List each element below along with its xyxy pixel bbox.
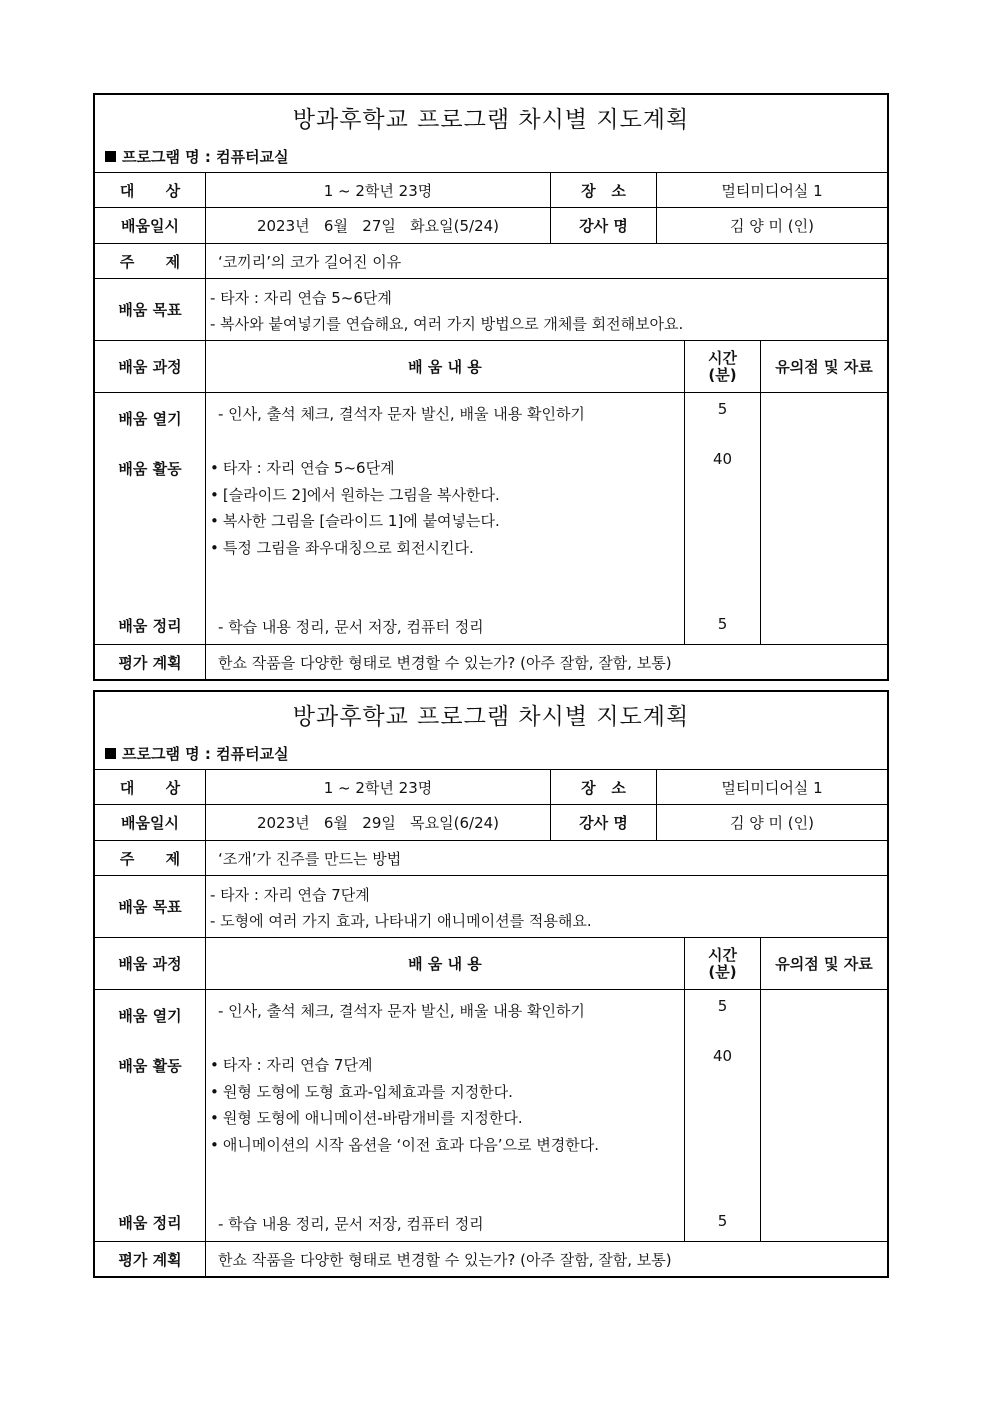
eval-row bbox=[95, 1242, 887, 1277]
topic-label: 주 제 bbox=[95, 244, 206, 278]
time-cell bbox=[685, 990, 761, 1241]
process-body-row bbox=[95, 990, 887, 1242]
eval-label: 평가 계획 bbox=[95, 1242, 206, 1277]
goal-list bbox=[206, 279, 887, 340]
close-text: - 학습 내용 정리, 문서 저장, 컴퓨터 정리 bbox=[218, 618, 484, 636]
goal-item: - 타자 : 자리 연습 7단계 bbox=[210, 886, 370, 904]
activity-list bbox=[206, 455, 500, 561]
time-cell bbox=[685, 393, 761, 644]
time-unit-label: (분) bbox=[708, 365, 737, 384]
date-value: 2023년 6월 29일 목요일(6/24) bbox=[206, 805, 551, 840]
open-text: - 인사, 출석 체크, 결석자 문자 발신, 배울 내용 확인하기 bbox=[218, 1002, 585, 1020]
program-name bbox=[105, 146, 289, 167]
plan-header bbox=[95, 692, 887, 770]
stage-activity-label: 배움 활동 bbox=[118, 1057, 182, 1075]
time-label: 시간 bbox=[708, 348, 737, 367]
target-label: 대 상 bbox=[95, 770, 206, 804]
teacher-value: 김 양 미 (인) bbox=[730, 217, 814, 235]
time-close: 5 bbox=[717, 615, 728, 633]
square-bullet-icon bbox=[105, 748, 116, 759]
square-bullet-icon bbox=[105, 151, 116, 162]
time-activity: 40 bbox=[712, 450, 733, 468]
goal-label: 배움 목표 bbox=[95, 279, 206, 340]
activity-item: • 타자 : 자리 연습 5~6단계 bbox=[206, 455, 500, 482]
time-activity: 40 bbox=[712, 1047, 733, 1065]
stage-labels bbox=[95, 990, 206, 1241]
topic-value: ‘조개’가 진주를 만드는 방법 bbox=[218, 849, 402, 868]
plan-title: 방과후학교 프로그램 차시별 지도계획 bbox=[292, 704, 690, 730]
activity-item: • 복사한 그림을 [슬라이드 1]에 붙여넣는다. bbox=[206, 508, 500, 535]
place-label: 장 소 bbox=[551, 173, 657, 207]
topic-value: ‘코끼리’의 코가 길어진 이유 bbox=[218, 252, 402, 271]
date-row bbox=[95, 805, 887, 841]
goal-item: - 복사와 붙여넣기를 연습해요, 여러 가지 방법으로 개체를 회전해보아요. bbox=[210, 315, 684, 333]
time-unit-label: (분) bbox=[708, 962, 737, 981]
stage-open-label: 배움 열기 bbox=[118, 1007, 182, 1025]
notes-cell bbox=[761, 990, 887, 1241]
date-label: 배움일시 bbox=[95, 208, 206, 243]
notes-label: 유의점 및 자료 bbox=[775, 955, 873, 973]
time-label: 시간 bbox=[708, 945, 737, 964]
time-open: 5 bbox=[717, 997, 728, 1015]
goal-list bbox=[206, 876, 887, 937]
process-label: 배움 과정 bbox=[95, 938, 206, 989]
place-value: 멀티미디어실 1 bbox=[721, 778, 823, 797]
target-row bbox=[95, 770, 887, 805]
target-row bbox=[95, 173, 887, 208]
teacher-label: 강사 명 bbox=[551, 805, 657, 840]
time-header bbox=[685, 938, 761, 989]
stage-close-label: 배움 정리 bbox=[118, 617, 182, 635]
content-label: 배 움 내 용 bbox=[206, 938, 685, 989]
goal-item: - 타자 : 자리 연습 5~6단계 bbox=[210, 289, 392, 307]
topic-row bbox=[95, 244, 887, 279]
process-body-row bbox=[95, 393, 887, 645]
content-label: 배 움 내 용 bbox=[206, 341, 685, 392]
activity-item: • 애니메이션의 시작 옵션을 ‘이전 효과 다음’으로 변경한다. bbox=[206, 1132, 599, 1159]
time-header bbox=[685, 341, 761, 392]
program-name-text: 프로그램 명 : 컴퓨터교실 bbox=[122, 745, 289, 763]
plan-header bbox=[95, 95, 887, 173]
eval-label: 평가 계획 bbox=[95, 645, 206, 680]
open-text: - 인사, 출석 체크, 결석자 문자 발신, 배울 내용 확인하기 bbox=[218, 405, 585, 423]
goal-row bbox=[95, 279, 887, 341]
activity-list bbox=[206, 1052, 599, 1158]
activity-item: • 원형 도형에 도형 효과-입체효과를 지정한다. bbox=[206, 1079, 599, 1106]
eval-text: 한쇼 작품을 다양한 형태로 변경할 수 있는가? (아주 잘함, 잘함, 보통) bbox=[218, 654, 672, 672]
topic-label: 주 제 bbox=[95, 841, 206, 875]
lesson-plan-1 bbox=[93, 93, 889, 681]
lesson-plan-2 bbox=[93, 690, 889, 1278]
date-row bbox=[95, 208, 887, 244]
content-cell bbox=[206, 990, 685, 1241]
goal-row bbox=[95, 876, 887, 938]
goal-item: - 도형에 여러 가지 효과, 나타내기 애니메이션를 적용해요. bbox=[210, 912, 592, 930]
teacher-value: 김 양 미 (인) bbox=[730, 814, 814, 832]
process-header-row bbox=[95, 341, 887, 393]
teacher-label: 강사 명 bbox=[551, 208, 657, 243]
activity-item: • 타자 : 자리 연습 7단계 bbox=[206, 1052, 599, 1079]
program-name bbox=[105, 743, 289, 764]
process-label: 배움 과정 bbox=[95, 341, 206, 392]
stage-activity-label: 배움 활동 bbox=[118, 460, 182, 478]
time-open: 5 bbox=[717, 400, 728, 418]
eval-text: 한쇼 작품을 다양한 형태로 변경할 수 있는가? (아주 잘함, 잘함, 보통) bbox=[218, 1251, 672, 1269]
stage-open-label: 배움 열기 bbox=[118, 410, 182, 428]
topic-row bbox=[95, 841, 887, 876]
place-label: 장 소 bbox=[551, 770, 657, 804]
notes-label: 유의점 및 자료 bbox=[775, 358, 873, 376]
process-header-row bbox=[95, 938, 887, 990]
activity-item: • [슬라이드 2]에서 원하는 그림을 복사한다. bbox=[206, 482, 500, 509]
activity-item: • 원형 도형에 애니메이션-바람개비를 지정한다. bbox=[206, 1105, 599, 1132]
plan-title: 방과후학교 프로그램 차시별 지도계획 bbox=[292, 107, 690, 133]
notes-cell bbox=[761, 393, 887, 644]
date-value: 2023년 6월 27일 화요일(5/24) bbox=[206, 208, 551, 243]
eval-row bbox=[95, 645, 887, 680]
target-label: 대 상 bbox=[95, 173, 206, 207]
stage-close-label: 배움 정리 bbox=[118, 1214, 182, 1232]
activity-item: • 특정 그림을 좌우대칭으로 회전시킨다. bbox=[206, 535, 500, 562]
target-value: 1 ~ 2학년 23명 bbox=[206, 173, 551, 207]
close-text: - 학습 내용 정리, 문서 저장, 컴퓨터 정리 bbox=[218, 1215, 484, 1233]
date-label: 배움일시 bbox=[95, 805, 206, 840]
content-cell bbox=[206, 393, 685, 644]
stage-labels bbox=[95, 393, 206, 644]
time-close: 5 bbox=[717, 1212, 728, 1230]
target-value: 1 ~ 2학년 23명 bbox=[206, 770, 551, 804]
goal-label: 배움 목표 bbox=[95, 876, 206, 937]
program-name-text: 프로그램 명 : 컴퓨터교실 bbox=[122, 148, 289, 166]
place-value: 멀티미디어실 1 bbox=[721, 181, 823, 200]
